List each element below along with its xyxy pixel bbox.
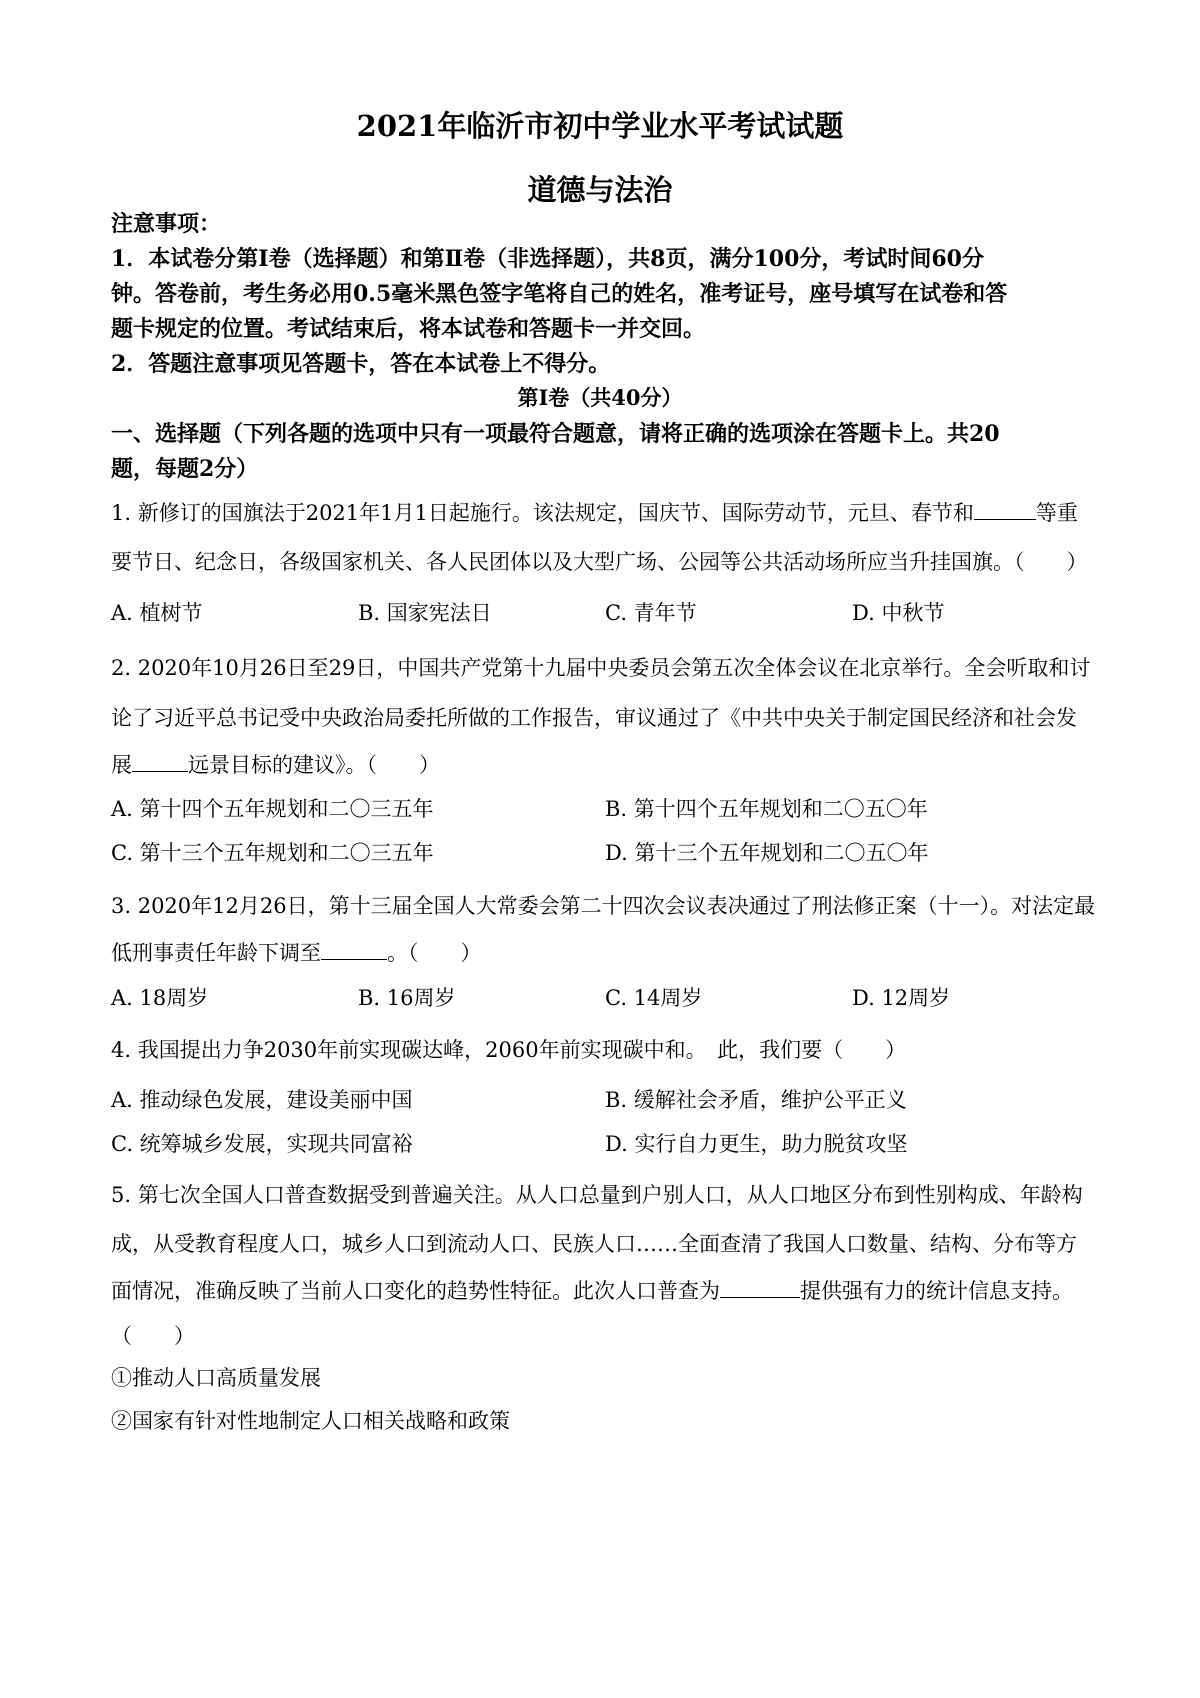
question-3-option-b: B. 16周岁 [358, 986, 456, 1010]
question-5-line-1: 5. 第七次全国人口普查数据受到普遍关注。从人口总量到户别人口，从人口地区分布到性别构成、年龄构 [111, 1183, 1083, 1207]
question-1-line-1 [111, 497, 1078, 527]
question-2-option-c: C. 第十三个五年规划和二〇三五年 [111, 841, 434, 865]
question-1-option-b: B. 国家宪法日 [358, 601, 492, 625]
question-2-line-3 [111, 749, 440, 779]
answer-blank [132, 753, 188, 772]
question-2-line-1: 2. 2020年10月26日至29日，中国共产党第十九届中央委员会第五次全体会议在北京举行。全会听取和讨 [111, 656, 1091, 680]
notice-line-1: 1．本试卷分第Ⅰ卷（选择题）和第Ⅱ卷（非选择题），共8页，满分100分，考试时间60分 [111, 246, 984, 272]
question-4-option-a: A. 推动绿色发展，建设美丽中国 [111, 1088, 413, 1112]
question-3-option-a: A. 18周岁 [111, 986, 209, 1010]
exam-title: 2021年临沂市初中学业水平考试试题 [356, 109, 844, 143]
notice-line-4: 2．答题注意事项见答题卡，答在本试卷上不得分。 [111, 351, 611, 377]
question-4-option-d: D. 实行自力更生，助力脱贫攻坚 [605, 1132, 908, 1156]
question-1-line-2: 要节日、纪念日，各级国家机关、各人民团体以及大型广场、公园等公共活动场所应当升挂国旗。（ ） [111, 550, 1088, 574]
question-5-text-a: 面情况，准确反映了当前人口变化的趋势性特征。此次人口普查为 [111, 1279, 720, 1303]
question-1-text-a: 1. 新修订的国旗法于2021年1月1日起施行。该法规定，国庆节、国际劳动节，元旦、春节和 [111, 501, 974, 525]
question-3-text-b: 。（ ） [387, 941, 482, 965]
answer-blank [321, 941, 387, 960]
question-2-text-a: 展 [111, 753, 132, 777]
section-line-2: 题，每题2分） [111, 456, 259, 482]
answer-blank [720, 1279, 800, 1298]
question-5-statement-2: ②国家有针对性地制定人口相关战略和政策 [111, 1409, 510, 1433]
question-5-line-2: 成，从受教育程度人口，城乡人口到流动人口、民族人口……全面查清了我国人口数量、结构、分布等方 [111, 1232, 1077, 1256]
question-2-line-2: 论了习近平总书记受中央政治局委托所做的工作报告，审议通过了《中共中央关于制定国民经济和社会发 [111, 706, 1077, 730]
question-1-option-a: A. 植树节 [111, 601, 203, 625]
answer-blank [974, 501, 1036, 520]
question-1-option-d: D. 中秋节 [852, 601, 945, 625]
question-2-option-b: B. 第十四个五年规划和二〇五〇年 [605, 797, 928, 821]
question-2-text-b: 远景目标的建议》。（ ） [188, 753, 440, 777]
question-4-option-c: C. 统筹城乡发展，实现共同富裕 [111, 1132, 413, 1156]
question-5-line-3 [111, 1275, 1073, 1305]
question-4-line-1: 4. 我国提出力争2030年前实现碳达峰，2060年前实现碳中和。 此，我们要（ ） [111, 1038, 907, 1062]
question-3-option-c: C. 14周岁 [605, 986, 703, 1010]
question-4-option-b: B. 缓解社会矛盾，维护公平正义 [605, 1088, 907, 1112]
question-5-statement-1: ①推动人口高质量发展 [111, 1366, 321, 1390]
question-1-option-c: C. 青年节 [605, 601, 697, 625]
question-5-text-b: 提供强有力的统计信息支持。 [800, 1279, 1073, 1303]
question-2-option-a: A. 第十四个五年规划和二〇三五年 [111, 797, 434, 821]
notice-heading: 注意事项： [111, 211, 222, 237]
notice-line-2: 钟。答卷前，考生务必用0.5毫米黑色签字笔将自己的姓名，准考证号，座号填写在试卷和答 [111, 281, 1008, 307]
section-line-1: 一、选择题（下列各题的选项中只有一项最符合题意，请将正确的选项涂在答题卡上。共20 [111, 421, 1000, 447]
notice-line-3: 题卡规定的位置。考试结束后，将本试卷和答题卡一并交回。 [111, 316, 706, 342]
part-heading: 第Ⅰ卷（共40分） [517, 385, 683, 410]
subject-title: 道德与法治 [527, 173, 673, 207]
question-2-option-d: D. 第十三个五年规划和二〇五〇年 [605, 841, 929, 865]
question-3-line-2 [111, 937, 482, 967]
question-3-option-d: D. 12周岁 [852, 986, 951, 1010]
question-3-line-1: 3. 2020年12月26日，第十三届全国人大常委会第二十四次会议表决通过了刑法修正案（十一）。对法定最 [111, 894, 1096, 918]
question-3-text-a: 低刑事责任年龄下调至 [111, 941, 321, 965]
question-5-line-4: （ ） [111, 1324, 195, 1348]
question-1-text-b: 等重 [1035, 501, 1078, 525]
